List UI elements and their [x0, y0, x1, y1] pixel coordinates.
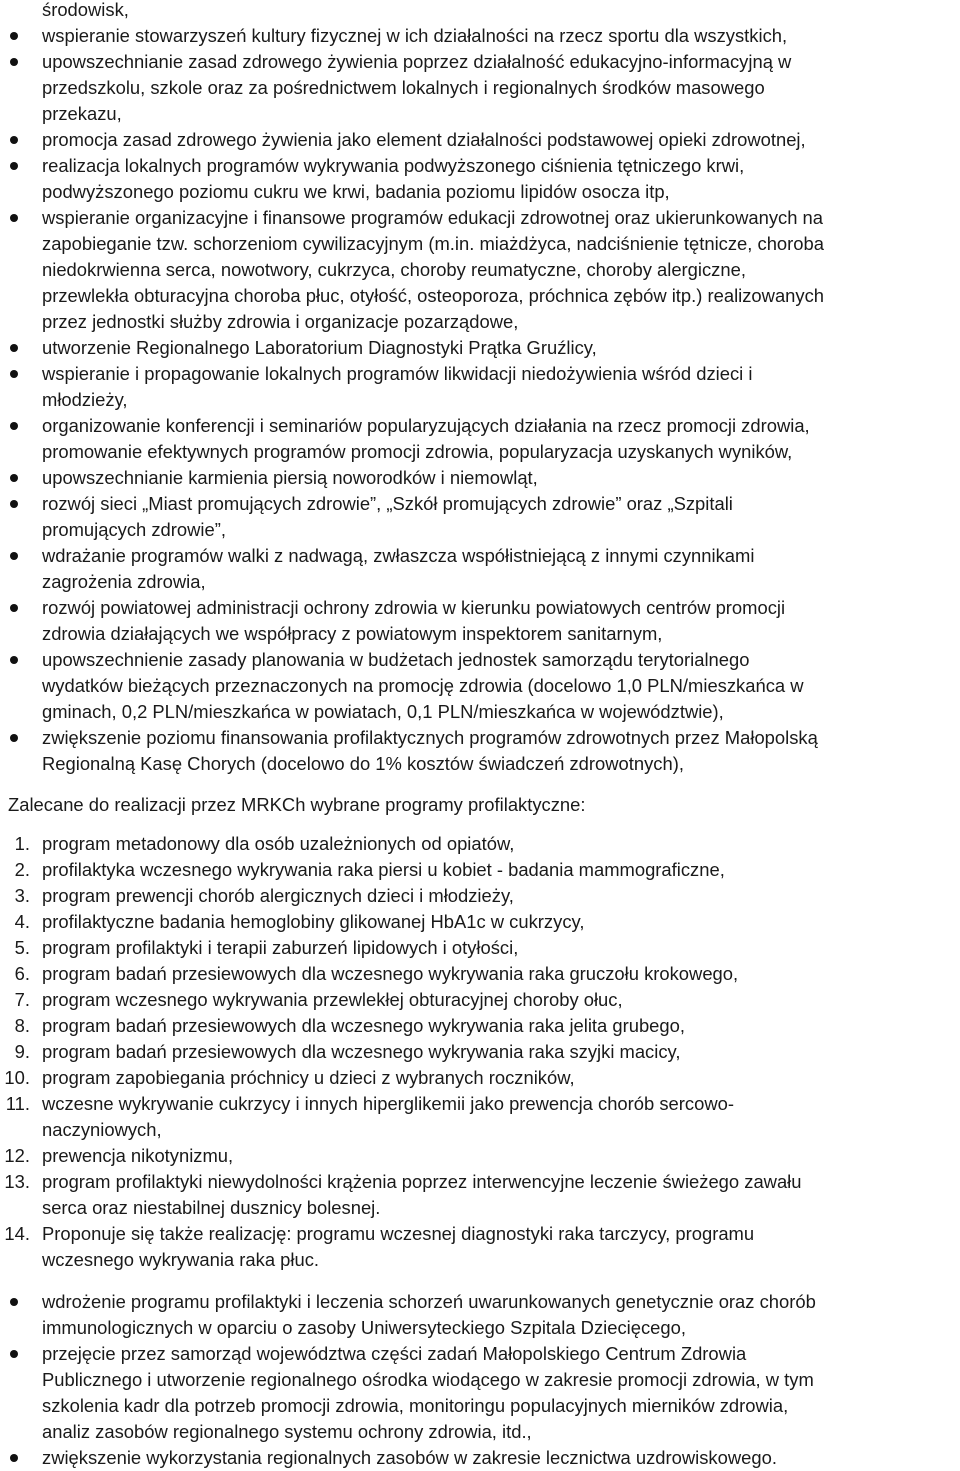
- bullet-icon: [10, 32, 18, 40]
- list-item-line: program badań przesiewowych dla wczesnego wykrywania raka szyjki macicy,: [42, 1041, 681, 1062]
- list-item-line: środowisk,: [42, 0, 129, 20]
- list-item-line: przewlekła obturacyjna choroba płuc, otyłość, osteoporoza, próchnica zębów itp.) realizowanych: [42, 285, 825, 306]
- list-item-line: Publicznego i utworzenie regionalnego ośrodka wiodącego w zakresie promocji zdrowia, w tym: [42, 1369, 814, 1390]
- list-item-line: zdrowia działających we współpracy z powiatowym inspektorem sanitarnym,: [42, 623, 663, 644]
- list-item-line: program prewencji chorób alergicznych dzieci i młodzieży,: [42, 885, 514, 906]
- list-item-line: wczesnego wykrywania raka płuc.: [42, 1249, 319, 1270]
- list-item-line: naczyniowych,: [42, 1119, 162, 1140]
- list-item-line: zwiększenie poziomu finansowania profilaktycznych programów zdrowotnych przez Małopolską: [42, 727, 818, 748]
- bullet-icon: [10, 1454, 18, 1462]
- section-heading: Zalecane do realizacji przez MRKCh wybrane programy profilaktyczne:: [8, 794, 586, 815]
- list-item-line: immunologicznych w oparciu o zasoby Uniwersyteckiego Szpitala Dziecięcego,: [42, 1317, 686, 1338]
- list-number: 8.: [14, 1015, 30, 1036]
- bullet-icon: [10, 214, 18, 222]
- bullet-icon: [10, 58, 18, 66]
- list-item-line: gminach, 0,2 PLN/mieszkańca w powiatach, 0,1 PLN/mieszkańca w województwie),: [42, 701, 724, 722]
- list-number: 11.: [5, 1093, 30, 1114]
- list-item-line: program profilaktyki i terapii zaburzeń lipidowych i otyłości,: [42, 937, 519, 958]
- list-number: 10.: [4, 1067, 30, 1088]
- list-item-line: Regionalną Kasę Chorych (docelowo do 1% kosztów świadczeń zdrowotnych),: [42, 753, 684, 774]
- list-number: 12.: [4, 1145, 30, 1166]
- list-item-line: program wczesnego wykrywania przewlekłej obturacyjnej choroby ołuc,: [42, 989, 623, 1010]
- list-number: 1.: [14, 833, 30, 854]
- list-item-line: przekazu,: [42, 103, 122, 124]
- list-item-line: wspieranie stowarzyszeń kultury fizycznej w ich działalności na rzecz sportu dla wszystkich,: [42, 25, 788, 46]
- bullet-icon: [10, 734, 18, 742]
- list-item-line: prewencja nikotynizmu,: [42, 1145, 234, 1166]
- list-item-line: profilaktyczne badania hemoglobiny glikowanej HbA1c w cukrzycy,: [42, 911, 585, 932]
- list-item-line: rozwój sieci „Miast promujących zdrowie”, „Szkół promujących zdrowie” oraz „Szpitali: [42, 493, 733, 514]
- list-item-line: młodzieży,: [42, 389, 128, 410]
- list-item-line: niedokrwienna serca, nowotwory, cukrzyca, choroby reumatyczne, choroby alergiczne,: [42, 259, 746, 280]
- list-item-line: program badań przesiewowych dla wczesnego wykrywania raka gruczołu krokowego,: [42, 963, 739, 984]
- list-item-line: wczesne wykrywanie cukrzycy i innych hiperglikemii jako prewencja chorób sercowo-: [42, 1093, 734, 1114]
- list-item-line: podwyższonego poziomu cukru we krwi, badania poziomu lipidów osocza itp,: [42, 181, 670, 202]
- list-item-line: serca oraz niestabilnej dusznicy bolesnej.: [42, 1197, 381, 1218]
- bullet-icon: [10, 344, 18, 352]
- list-number: 13.: [4, 1171, 30, 1192]
- bullet-icon: [10, 656, 18, 664]
- list-item-line: szkolenia kadr dla potrzeb promocji zdrowia, monitoringu populacyjnych mierników zdrowia,: [42, 1395, 789, 1416]
- list-item-line: realizacja lokalnych programów wykrywania podwyższonego ciśnienia tętniczego krwi,: [42, 155, 745, 176]
- list-number: 7.: [14, 989, 30, 1010]
- list-item-line: upowszechnianie zasad zdrowego żywienia poprzez działalność edukacyjno-informacyjną w: [42, 51, 792, 72]
- list-number: 4.: [14, 911, 30, 932]
- list-item-line: promujących zdrowie”,: [42, 519, 226, 540]
- list-item-line: upowszechnianie karmienia piersią noworodków i niemowląt,: [42, 467, 538, 488]
- list-item-line: rozwój powiatowej administracji ochrony zdrowia w kierunku powiatowych centrów promocji: [42, 597, 786, 618]
- list-item-line: program profilaktyki niewydolności krążenia poprzez interwencyjne leczenie świeżego zawału: [42, 1171, 802, 1192]
- list-item-line: zwiększenie wykorzystania regionalnych zasobów w zakresie lecznictwa uzdrowiskowego.: [42, 1447, 777, 1468]
- list-item-line: wspieranie organizacyjne i finansowe programów edukacji zdrowotnej oraz ukierunkowanych na: [42, 207, 824, 228]
- bullet-icon: [10, 162, 18, 170]
- list-item-line: program badań przesiewowych dla wczesnego wykrywania raka jelita grubego,: [42, 1015, 685, 1036]
- bullet-icon: [10, 1298, 18, 1306]
- list-item-line: analiz zasobów regionalnego systemu ochrony zdrowia, itd.,: [42, 1421, 532, 1442]
- list-item-line: organizowanie konferencji i seminariów popularyzujących działania na rzecz promocji zdrowia,: [42, 415, 810, 436]
- bullet-icon: [10, 474, 18, 482]
- list-item-line: wdrażanie programów walki z nadwagą, zwłaszcza współistniejącą z innymi czynnikami: [42, 545, 755, 566]
- list-item-line: utworzenie Regionalnego Laboratorium Diagnostyki Prątka Gruźlicy,: [42, 337, 597, 358]
- bullet-icon: [10, 500, 18, 508]
- list-item-line: promowanie efektywnych programów promocji zdrowia, popularyzacja uzyskanych wyników,: [42, 441, 793, 462]
- bullet-icon: [10, 422, 18, 430]
- bullet-icon: [10, 552, 18, 560]
- list-number: 9.: [14, 1041, 30, 1062]
- bullet-icon: [10, 604, 18, 612]
- list-item-line: przez jednostki służby zdrowia i organizacje pozarządowe,: [42, 311, 519, 332]
- list-item-line: Proponuje się także realizację: programu wczesnej diagnostyki raka tarczycy, programu: [42, 1223, 755, 1244]
- list-number: 2.: [14, 859, 30, 880]
- list-item-line: przedszkolu, szkole oraz za pośrednictwem lokalnych i regionalnych środków masowego: [42, 77, 765, 98]
- list-item-line: upowszechnienie zasady planowania w budżetach jednostek samorządu terytorialnego: [42, 649, 750, 670]
- list-item-line: wdrożenie programu profilaktyki i leczenia schorzeń uwarunkowanych genetycznie oraz chorób: [42, 1291, 816, 1312]
- bullet-icon: [10, 370, 18, 378]
- list-item-line: program zapobiegania próchnicy u dzieci z wybranych roczników,: [42, 1067, 575, 1088]
- list-item-line: przejęcie przez samorząd województwa części zadań Małopolskiego Centrum Zdrowia: [42, 1343, 747, 1364]
- bullet-icon: [10, 1350, 18, 1358]
- list-number: 5.: [14, 937, 30, 958]
- list-item-line: program metadonowy dla osób uzależnionych od opiatów,: [42, 833, 515, 854]
- list-item-line: wydatków bieżących przeznaczonych na promocję zdrowia (docelowo 1,0 PLN/mieszkańca w: [42, 675, 804, 696]
- list-number: 6.: [14, 963, 30, 984]
- list-number: 3.: [14, 885, 30, 906]
- list-item-line: promocja zasad zdrowego żywienia jako element działalności podstawowej opieki zdrowotnej,: [42, 129, 806, 150]
- list-item-line: profilaktyka wczesnego wykrywania raka piersi u kobiet - badania mammograficzne,: [42, 859, 725, 880]
- list-item-line: zagrożenia zdrowia,: [42, 571, 206, 592]
- bullet-icon: [10, 136, 18, 144]
- list-item-line: wspieranie i propagowanie lokalnych programów likwidacji niedożywienia wśród dzieci i: [42, 363, 753, 384]
- list-number: 14.: [4, 1223, 30, 1244]
- list-item-line: zapobieganie tzw. schorzeniom cywilizacyjnym (m.in. miażdżyca, nadciśnienie tętnicze, choroba: [42, 233, 824, 254]
